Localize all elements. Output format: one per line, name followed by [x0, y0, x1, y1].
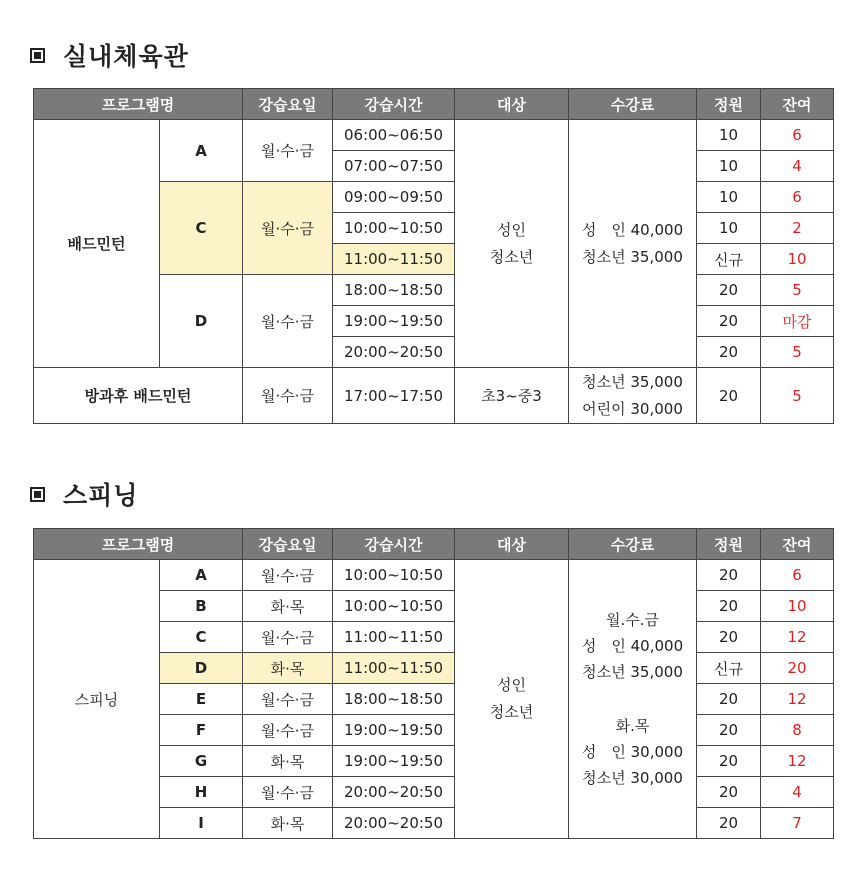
fee-group-label: 월.수.금	[606, 611, 660, 629]
capacity-cell: 20	[697, 337, 761, 368]
group-days: 화·목	[243, 808, 333, 839]
group-days: 화·목	[243, 653, 333, 684]
time-cell: 11:00~11:50	[333, 622, 455, 653]
header-days: 강습요일	[243, 529, 333, 560]
time-cell: 20:00~20:50	[333, 337, 455, 368]
group-name: I	[160, 808, 243, 839]
time-cell: 07:00~07:50	[333, 151, 455, 182]
fee-line: 성 인 30,000	[581, 743, 684, 761]
capacity-cell: 20	[697, 715, 761, 746]
group-days: 월·수·금	[243, 368, 333, 424]
header-fee: 수강료	[569, 529, 697, 560]
program-name: 스피닝	[34, 560, 160, 839]
time-cell: 18:00~18:50	[333, 275, 455, 306]
target-cell	[455, 560, 569, 839]
group-name: G	[160, 746, 243, 777]
program-name: 방과후 배드민턴	[34, 368, 243, 424]
header-capacity: 정원	[697, 529, 761, 560]
time-cell: 10:00~10:50	[333, 591, 455, 622]
remaining-cell: 12	[761, 684, 834, 715]
header-program: 프로그램명	[34, 529, 243, 560]
capacity-cell: 10	[697, 120, 761, 151]
header-time: 강습시간	[333, 89, 455, 120]
header-program: 프로그램명	[34, 89, 243, 120]
remaining-cell: 10	[761, 244, 834, 275]
group-name: D	[160, 275, 243, 368]
remaining-cell: 20	[761, 653, 834, 684]
header-remaining: 잔여	[761, 89, 834, 120]
time-cell: 09:00~09:50	[333, 182, 455, 213]
group-name: E	[160, 684, 243, 715]
header-target: 대상	[455, 89, 569, 120]
remaining-cell: 5	[761, 368, 834, 424]
remaining-cell: 마감	[761, 306, 834, 337]
remaining-cell: 4	[761, 151, 834, 182]
capacity-cell: 20	[697, 746, 761, 777]
gym-schedule-table	[33, 88, 834, 424]
group-days: 월·수·금	[243, 622, 333, 653]
group-days: 월·수·금	[243, 120, 333, 182]
group-name: H	[160, 777, 243, 808]
remaining-cell: 4	[761, 777, 834, 808]
time-cell: 10:00~10:50	[333, 213, 455, 244]
remaining-cell: 6	[761, 182, 834, 213]
remaining-cell: 6	[761, 120, 834, 151]
header-capacity: 정원	[697, 89, 761, 120]
square-bullet-icon	[30, 48, 45, 63]
capacity-cell: 20	[697, 684, 761, 715]
header-fee: 수강료	[569, 89, 697, 120]
group-name: C	[160, 622, 243, 653]
fee-group-label: 화.목	[615, 717, 650, 735]
table-header-row	[34, 89, 834, 120]
section-title: 실내체육관	[63, 42, 189, 71]
group-name: F	[160, 715, 243, 746]
header-days: 강습요일	[243, 89, 333, 120]
capacity-cell: 20	[697, 777, 761, 808]
fee-line: 청소년 35,000	[582, 372, 683, 391]
capacity-cell: 신규	[697, 653, 761, 684]
group-days: 월·수·금	[243, 275, 333, 368]
time-cell: 19:00~19:50	[333, 306, 455, 337]
capacity-cell: 20	[697, 560, 761, 591]
fee-spacer	[569, 685, 696, 713]
fee-cell	[569, 560, 697, 839]
header-remaining: 잔여	[761, 529, 834, 560]
remaining-cell: 2	[761, 213, 834, 244]
group-days: 화·목	[243, 591, 333, 622]
capacity-cell: 20	[697, 591, 761, 622]
fee-line: 성 인 40,000	[581, 637, 684, 655]
spinning-schedule-table	[33, 528, 834, 839]
time-cell: 11:00~11:50	[333, 653, 455, 684]
target-line: 청소년	[489, 703, 534, 721]
table-row	[34, 560, 834, 591]
group-name: A	[160, 560, 243, 591]
header-target: 대상	[455, 529, 569, 560]
group-days: 월·수·금	[243, 560, 333, 591]
remaining-cell: 8	[761, 715, 834, 746]
capacity-cell: 20	[697, 275, 761, 306]
program-name: 배드민턴	[34, 120, 160, 368]
table-row	[34, 368, 834, 424]
target-cell	[455, 120, 569, 368]
time-cell: 06:00~06:50	[333, 120, 455, 151]
remaining-cell: 5	[761, 337, 834, 368]
capacity-cell: 20	[697, 808, 761, 839]
remaining-cell: 6	[761, 560, 834, 591]
capacity-cell: 20	[697, 622, 761, 653]
time-cell: 11:00~11:50	[333, 244, 455, 275]
table-header-row	[34, 529, 834, 560]
fee-line: 청소년 30,000	[582, 769, 683, 787]
time-cell: 20:00~20:50	[333, 808, 455, 839]
target-cell: 초3~중3	[455, 368, 569, 424]
table-row	[34, 120, 834, 151]
time-cell: 10:00~10:50	[333, 560, 455, 591]
header-time: 강습시간	[333, 529, 455, 560]
capacity-cell: 10	[697, 182, 761, 213]
capacity-cell: 10	[697, 213, 761, 244]
section-heading-spinning	[30, 477, 138, 511]
fee-line: 성 인 40,000	[581, 220, 684, 239]
group-days: 월·수·금	[243, 684, 333, 715]
time-cell: 17:00~17:50	[333, 368, 455, 424]
group-days: 월·수·금	[243, 182, 333, 275]
group-name: B	[160, 591, 243, 622]
remaining-cell: 7	[761, 808, 834, 839]
group-days: 월·수·금	[243, 715, 333, 746]
fee-line: 청소년 35,000	[582, 247, 683, 266]
fee-line: 어린이 30,000	[582, 399, 683, 418]
remaining-cell: 12	[761, 746, 834, 777]
square-bullet-icon	[30, 487, 45, 502]
fee-cell	[569, 120, 697, 368]
capacity-cell: 10	[697, 151, 761, 182]
capacity-cell: 20	[697, 368, 761, 424]
group-name: A	[160, 120, 243, 182]
remaining-cell: 5	[761, 275, 834, 306]
remaining-cell: 12	[761, 622, 834, 653]
group-name: D	[160, 653, 243, 684]
time-cell: 20:00~20:50	[333, 777, 455, 808]
group-days: 월·수·금	[243, 777, 333, 808]
fee-cell	[569, 368, 697, 424]
section-heading-gym	[30, 38, 189, 72]
capacity-cell: 신규	[697, 244, 761, 275]
time-cell: 19:00~19:50	[333, 746, 455, 777]
capacity-cell: 20	[697, 306, 761, 337]
time-cell: 18:00~18:50	[333, 684, 455, 715]
remaining-cell: 10	[761, 591, 834, 622]
target-line: 성인	[497, 220, 526, 239]
target-line: 성인	[497, 676, 526, 694]
section-title: 스피닝	[63, 481, 139, 510]
group-name: C	[160, 182, 243, 275]
fee-line: 청소년 35,000	[582, 663, 683, 681]
target-line: 청소년	[489, 247, 534, 266]
group-days: 화·목	[243, 746, 333, 777]
time-cell: 19:00~19:50	[333, 715, 455, 746]
